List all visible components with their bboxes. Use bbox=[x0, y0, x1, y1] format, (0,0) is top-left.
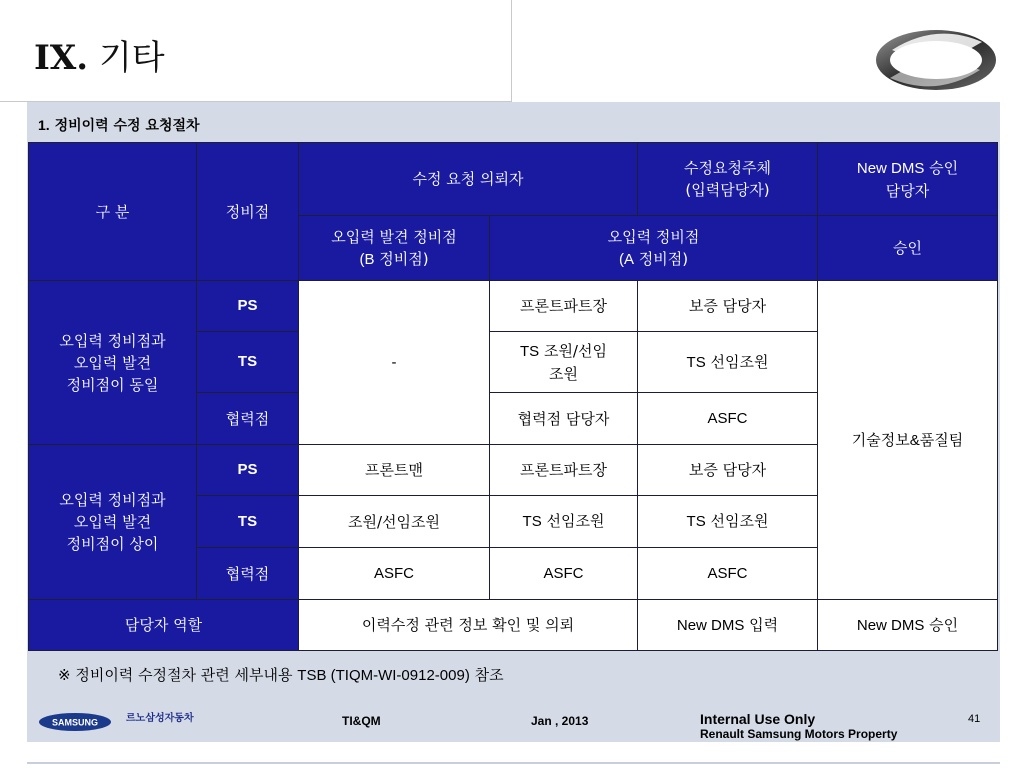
cell-discover: 조원/선임조원 bbox=[299, 496, 490, 548]
cell-discover: ASFC bbox=[299, 548, 490, 600]
cell-input: TS 선임조원 bbox=[490, 496, 638, 548]
cell-subject: ASFC bbox=[638, 393, 818, 445]
footer-department: TI&QM bbox=[342, 714, 381, 728]
cell-subject: ASFC bbox=[638, 548, 818, 600]
cell-input: ASFC bbox=[490, 548, 638, 600]
header-approver: New DMS 승인 담당자 bbox=[818, 143, 998, 216]
page-number: 41 bbox=[968, 713, 981, 725]
header-input-shop: 오입력 정비점 (A 정비점) bbox=[490, 216, 818, 281]
cell-subject: TS 선임조원 bbox=[638, 496, 818, 548]
cell-input: 협력점 담당자 bbox=[490, 393, 638, 445]
role-description: 이력수정 관련 정보 확인 및 의뢰 bbox=[299, 600, 638, 651]
cell-subject: 보증 담당자 bbox=[638, 445, 818, 496]
cell-subject: 보증 담당자 bbox=[638, 281, 818, 332]
role-input: New DMS 입력 bbox=[638, 600, 818, 651]
bottom-divider bbox=[27, 762, 1000, 764]
header-requester: 수정 요청 의뢰자 bbox=[299, 143, 638, 216]
type-ts: TS bbox=[197, 332, 299, 393]
section-title: 1. 정비이력 수정 요청절차 bbox=[38, 117, 200, 134]
type-partner: 협력점 bbox=[197, 548, 299, 600]
header-subject: 수정요청주체 (입력담당자) bbox=[638, 143, 818, 216]
title-box bbox=[0, 0, 512, 102]
rsm-logo-text: 르노삼성자동차 bbox=[126, 713, 194, 724]
cell-discover-none: - bbox=[299, 281, 490, 445]
cell-input: TS 조원/선임 조원 bbox=[490, 332, 638, 393]
cell-input: 프론트파트장 bbox=[490, 281, 638, 332]
renault-samsung-logo-icon bbox=[872, 20, 1000, 98]
role-approve: New DMS 승인 bbox=[818, 600, 998, 651]
cell-subject: TS 선임조원 bbox=[638, 332, 818, 393]
cell-discover: 프론트맨 bbox=[299, 445, 490, 496]
role-label: 담당자 역할 bbox=[29, 600, 299, 651]
svg-text:SAMSUNG: SAMSUNG bbox=[51, 717, 99, 728]
group-same-shop: 오입력 정비점과 오입력 발견 정비점이 동일 bbox=[29, 281, 197, 445]
group-different-shop: 오입력 정비점과 오입력 발견 정비점이 상이 bbox=[29, 445, 197, 600]
footer-property: Renault Samsung Motors Property bbox=[700, 727, 898, 741]
correction-procedure-table bbox=[28, 142, 998, 651]
type-ps: PS bbox=[197, 281, 299, 332]
page-title: IX. 기타 bbox=[34, 38, 165, 78]
cell-approver-team: 기술정보&품질팀 bbox=[818, 281, 998, 600]
type-ts: TS bbox=[197, 496, 299, 548]
type-partner: 협력점 bbox=[197, 393, 299, 445]
type-ps: PS bbox=[197, 445, 299, 496]
samsung-logo bbox=[38, 712, 112, 732]
cell-input: 프론트파트장 bbox=[490, 445, 638, 496]
header-discover-shop: 오입력 발견 정비점 (B 정비점) bbox=[299, 216, 490, 281]
reference-note: ※ 정비이력 수정절차 관련 세부내용 TSB (TIQM-WI-0912-009) 참조 bbox=[58, 666, 504, 684]
footer-internal-use: Internal Use Only bbox=[700, 711, 816, 727]
footer-date: Jan , 2013 bbox=[531, 714, 589, 728]
header-shop: 정비점 bbox=[197, 143, 299, 281]
header-approve: 승인 bbox=[818, 216, 998, 281]
header-division: 구 분 bbox=[29, 143, 197, 281]
